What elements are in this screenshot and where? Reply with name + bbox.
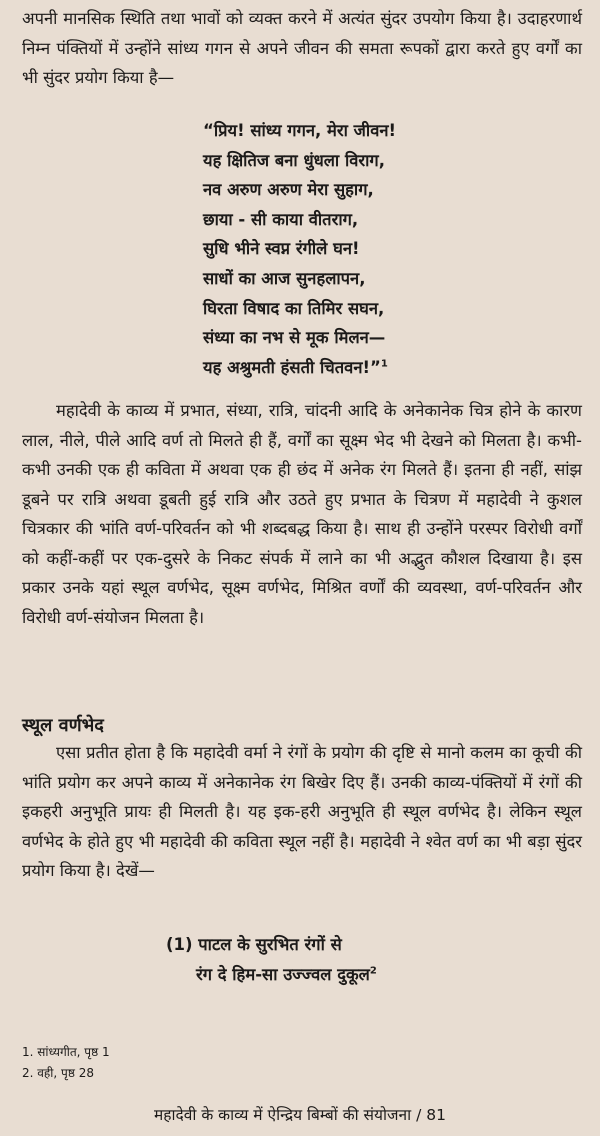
paragraph-gross-color (22, 738, 582, 886)
footnote-ref: 2 (369, 965, 377, 977)
footnotes (22, 1042, 110, 1084)
poem-line: “प्रिय! सांध्य गगन, मेरा जीवन! (203, 121, 397, 140)
footnote-ref: 1 (380, 358, 388, 370)
poem-line-last (203, 353, 503, 383)
poem-line: साधों का आज सुनहलापन, (203, 268, 366, 288)
example-line (166, 960, 506, 990)
paragraph-intro (22, 4, 582, 93)
paragraph-intro-text: अपनी मानसिक स्थिति तथा भावों को व्यक्त करने में अत्यंत सुंदर उपयोग किया है। उदाहरणार्थ निम्न पंक्तियों में उन्होंने सांध्य गगन से अपने जीवन की समता रूपकों द्वारा करते हुए वर्गों का भी सुंदर प्रयोग किया है— (22, 9, 582, 87)
poem-line: संध्या का नभ से मूक मिलन— (203, 328, 386, 348)
footnote: 1. सांध्यगीत, पृष्ठ 1 (22, 1045, 110, 1059)
poem-line: सुधि भीने स्वप्न रंगीले घन! (203, 239, 360, 259)
example-verse (166, 930, 506, 990)
poem-line: घिरता विषाद का तिमिर सघन, (203, 298, 385, 318)
paragraph-color-variety-text: महादेवी के काव्य में प्रभात, संध्या, रात्रि, चांदनी आदि के अनेकानेक चित्र होने के कारण लाल, नीले, पीले आदि वर्ण तो मिलते ही हैं, वर्गों का सूक्ष्म भेद भी देखने को मिलता है। कभी-कभी उनकी एक ही कविता में अथवा एक ही छंद में अनेक रंग मिलते हैं। इतना ही नहीं, सांझ डूबने पर रात्रि अथवा डूबती हुई रात्रि और उठते हुए प्रभात के चित्रण में महादेवी ने कुशल चित्रकार की भांति वर्ण-परिवर्तन को भी शब्दबद्ध किया है। साथ ही उन्होंने परस्पर विरोधी वर्गों को कहीं-कहीं पर एक-दुसरे के निकट संपर्क में लाने का भी अद्भुत कौशल दिखाया है। इस प्रकार उनके यहां स्थूल वर्णभेद, सूक्ष्म वर्णभेद, मिश्रित वर्णों की व्यवस्था, वर्ण-परिवर्तन और विरोधी वर्ण-संयोजन मिलता है। (22, 401, 582, 627)
poem-line: यह क्षितिज बना धुंधला विराग, (203, 150, 385, 170)
paragraph-gross-color-text: एसा प्रतीत होता है कि महादेवी वर्मा ने रंगों के प्रयोग की दृष्टि से मानो कलम का कूची की भांति प्रयोग कर अपने काव्य में अनेकानेक रंग बिखेर दिए हैं। उनकी काव्य-पंक्तियों में रंगों की इकहरी अनुभूति प्रायः ही मिलती है। यह इक-हरी अनुभूति ही स्थूल वर्णभेद है। लेकिन स्थूल वर्णभेद के होते हुए भी महादेवी की कविता स्थूल नहीं है। महादेवी ने श्वेत वर्ण का भी बड़ा सुंदर प्रयोग किया है। देखें— (22, 743, 582, 880)
poem-line: नव अरुण अरुण मेरा सुहाग, (203, 180, 374, 200)
footnote: 2. वही, पृष्ठ 28 (22, 1066, 95, 1080)
poem-line-text: यह अश्रुमती हंसती चितवन!” (203, 357, 381, 377)
example-line-text: रंग दे हिम-सा उज्ज्वल दुकूल (196, 965, 370, 984)
running-footer: महादेवी के काव्य में ऐन्द्रिय बिम्बों की संयोजना / 81 (154, 1106, 446, 1124)
section-heading: स्थूल वर्णभेद (22, 715, 104, 736)
example-line: (1) पाटल के सुरभित रंगों से (166, 935, 342, 954)
poem-block (203, 116, 503, 382)
paragraph-color-variety (22, 396, 582, 632)
poem-line: छाया - सी काया वीतराग, (203, 209, 359, 229)
